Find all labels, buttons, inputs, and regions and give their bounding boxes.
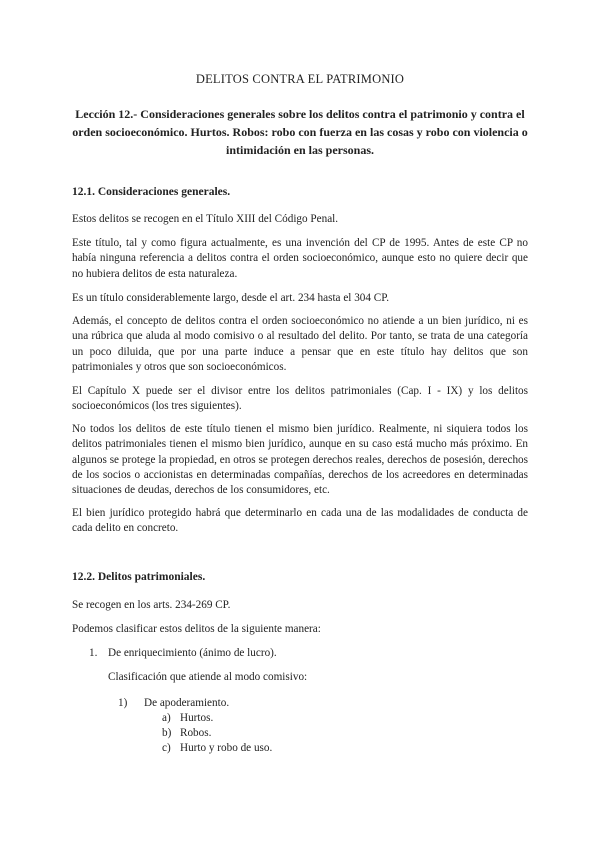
paragraph: Además, el concepto de delitos contra el orden socioeconómico no atiende a un bien jurídico, ni es una rúbrica que aluda al modo comisivo o al resultado del delito. Por tanto, se trata de una categoría un poco diluida, que por una parte induce a pensar que en este título hay delitos que son patrimoniales y otros que son socioeconómicos.	[72, 315, 528, 373]
sub-list-number: 1)	[118, 697, 128, 709]
section-heading-12-2: 12.2. Delitos patrimoniales.	[72, 571, 206, 583]
list-item-text: De enriquecimiento (ánimo de lucro).	[108, 647, 277, 659]
sub-sub-list-item	[162, 741, 272, 756]
paragraph: Este título, tal y como figura actualmente, es una invención del CP de 1995. Antes de este CP no había ninguna referencia a delitos contra el orden socioeconómico, aunque esto no quiere decir que no hubiera delitos de esta naturaleza.	[72, 237, 528, 280]
list-letter: a)	[162, 712, 171, 724]
sub-sub-list-item	[162, 711, 213, 726]
section-heading-12-1: 12.1. Consideraciones generales.	[72, 186, 231, 198]
lesson-heading: Lección 12.- Consideraciones generales sobre los delitos contra el patrimonio y contra el orden socioeconómico. Hurtos. Robos: robo con fuerza en las cosas y robo con violencia o intimidación en las personas.	[72, 107, 528, 157]
paragraph: Estos delitos se recogen en el Título XIII del Código Penal.	[72, 213, 339, 225]
sub-list-item-text: De apoderamiento.	[144, 697, 230, 709]
list-item-text: Hurtos.	[180, 712, 214, 724]
list-letter: b)	[162, 727, 172, 739]
paragraph: El Capítulo X puede ser el divisor entre los delitos patrimoniales (Cap. I - IX) y los delitos socioeconómicos (los tres siguientes).	[72, 385, 528, 413]
paragraph: Es un título considerablemente largo, desde el art. 234 hasta el 304 CP.	[72, 292, 390, 304]
list-item-text: Hurto y robo de uso.	[180, 742, 273, 754]
paragraph: El bien jurídico protegido habrá que determinarlo en cada una de las modalidades de conducta de cada delito en concreto.	[72, 507, 528, 535]
paragraph: Se recogen en los arts. 234-269 CP.	[72, 599, 231, 611]
classification-text: Clasificación que atiende al modo comisivo:	[108, 671, 308, 683]
document-title: DELITOS CONTRA EL PATRIMONIO	[195, 72, 405, 86]
paragraph: Podemos clasificar estos delitos de la siguiente manera:	[72, 623, 321, 635]
list-item-text: Robos.	[180, 727, 212, 739]
sub-sub-list-item	[162, 726, 211, 741]
list-item	[89, 646, 277, 661]
sub-list-item	[118, 696, 229, 711]
paragraph: No todos los delitos de este título tienen el mismo bien jurídico. Realmente, ni siquiera todos los delitos patrimoniales tienen el mismo bien jurídico, aunque en su caso está mucho más próximo. En algunos se protege la propiedad, en otros se protegen derechos reales, derechos de posesión, derechos de los socios o accionistas en determinadas compañías, derechos de los acreedores en determinadas situaciones de deudas, derechos de los consumidores, etc.	[72, 423, 528, 497]
list-number: 1.	[89, 647, 98, 659]
list-letter: c)	[162, 742, 171, 754]
